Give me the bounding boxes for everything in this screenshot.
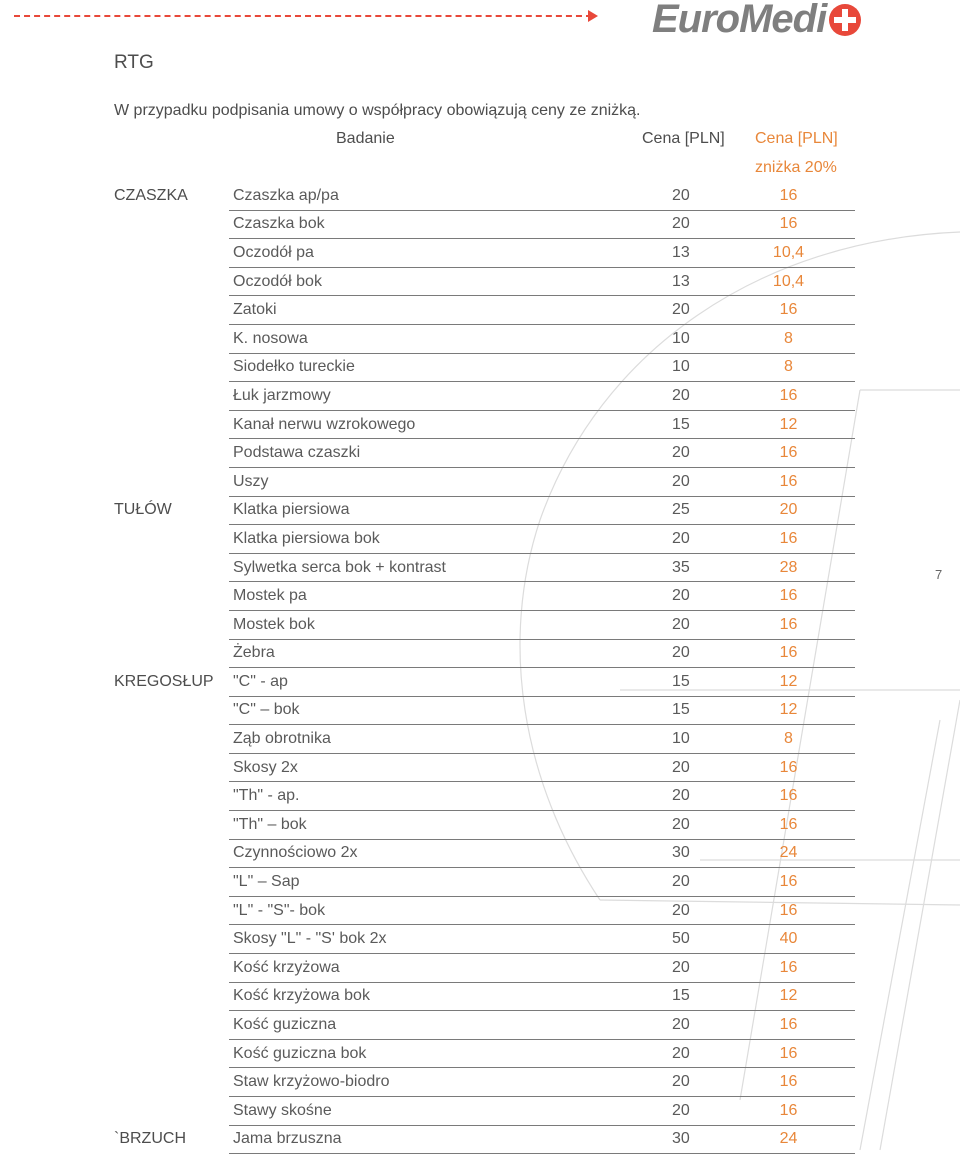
price-value: 15 [633,982,736,1011]
price-value: 13 [633,239,736,268]
row-category [110,296,229,325]
exam-name: Kość guziczna bok [229,1039,633,1068]
discount-price-value: 28 [736,553,855,582]
exam-name: Podstawa czaszki [229,439,633,468]
discount-price-value: 16 [736,382,855,411]
discount-price-value: 20 [736,496,855,525]
discount-price-value: 16 [736,1068,855,1097]
table-row [110,1097,855,1126]
column-header-exam: Badanie [336,130,395,147]
price-value: 10 [633,324,736,353]
row-category [110,610,229,639]
table-row [110,811,855,840]
discount-price-value: 10,4 [736,239,855,268]
price-value: 15 [633,410,736,439]
exam-name: "C" - ap [229,668,633,697]
price-value: 30 [633,1125,736,1154]
exam-name: Kanał nerwu wzrokowego [229,410,633,439]
price-value: 20 [633,782,736,811]
exam-name: Sylwetka serca bok + kontrast [229,553,633,582]
exam-name: "Th" – bok [229,811,633,840]
row-category [110,839,229,868]
row-category: CZASZKA [114,187,188,205]
exam-name: Łuk jarzmowy [229,382,633,411]
price-value: 20 [633,753,736,782]
price-value: 20 [633,210,736,239]
discount-price-value: 16 [736,610,855,639]
table-row [110,954,855,983]
price-value: 20 [633,382,736,411]
discount-price-value: 16 [736,182,855,210]
discount-price-value: 8 [736,324,855,353]
price-table-body [110,182,855,1154]
price-value: 20 [633,439,736,468]
discount-price-value: 16 [736,782,855,811]
row-category: `BRZUCH [114,1130,186,1148]
table-row [110,639,855,668]
price-value: 20 [633,525,736,554]
row-category [110,639,229,668]
price-value: 20 [633,582,736,611]
section-title: RTG [114,52,154,73]
row-category [110,553,229,582]
exam-name: Skosy "L" - "S' bok 2x [229,925,633,954]
exam-name: Mostek bok [229,610,633,639]
exam-name: Jama brzuszna [229,1125,633,1154]
row-category [110,925,229,954]
table-row [110,982,855,1011]
discount-price-value: 16 [736,1097,855,1126]
exam-name: Zatoki [229,296,633,325]
row-category [110,982,229,1011]
row-category [110,1068,229,1097]
price-value: 15 [633,668,736,697]
table-row [110,182,855,210]
price-value: 20 [633,954,736,983]
discount-price-value: 12 [736,982,855,1011]
exam-name: Staw krzyżowo-biodro [229,1068,633,1097]
table-row [110,839,855,868]
column-header-discount-note: zniżka 20% [755,159,837,176]
exam-name: K. nosowa [229,324,633,353]
exam-name: Klatka piersiowa [229,496,633,525]
row-category [110,1011,229,1040]
row-category [110,439,229,468]
row-category [110,753,229,782]
table-row [110,782,855,811]
discount-price-value: 12 [736,410,855,439]
exam-name: Czynnościowo 2x [229,839,633,868]
table-row [110,296,855,325]
discount-price-value: 16 [736,467,855,496]
price-value: 13 [633,267,736,296]
row-category [110,954,229,983]
table-row [110,696,855,725]
table-row [110,896,855,925]
table-row [110,239,855,268]
table-row [110,496,855,525]
exam-name: "L" - "S"- bok [229,896,633,925]
row-category [110,782,229,811]
price-value: 25 [633,496,736,525]
exam-name: Kość krzyżowa bok [229,982,633,1011]
price-value: 20 [633,868,736,897]
table-row [110,668,855,697]
table-row [110,1011,855,1040]
row-category [110,353,229,382]
discount-note: W przypadku podpisania umowy o współpracy obowiązują ceny ze zniżką. [114,102,641,119]
discount-price-value: 16 [736,296,855,325]
table-row [110,925,855,954]
discount-price-value: 8 [736,725,855,754]
row-category [110,239,229,268]
row-category [110,382,229,411]
exam-name: Klatka piersiowa bok [229,525,633,554]
table-row [110,582,855,611]
row-category [110,696,229,725]
row-category [110,210,229,239]
exam-name: "Th" - ap. [229,782,633,811]
row-category [110,896,229,925]
price-value: 20 [633,1068,736,1097]
exam-name: Kość krzyżowa [229,954,633,983]
row-category [110,467,229,496]
price-value: 10 [633,353,736,382]
row-category: TUŁÓW [114,501,172,519]
row-category [110,1097,229,1126]
logo-text: EuroMedi [652,0,827,41]
exam-name: Ząb obrotnika [229,725,633,754]
row-category [110,811,229,840]
discount-price-value: 10,4 [736,267,855,296]
row-category [110,582,229,611]
discount-price-value: 16 [736,439,855,468]
price-value: 20 [633,811,736,840]
price-table [110,182,855,1154]
page-number: 7 [935,567,943,582]
price-value: 20 [633,639,736,668]
row-category [110,525,229,554]
exam-name: Oczodół bok [229,267,633,296]
exam-name: Siodełko tureckie [229,353,633,382]
column-header-discount-price: Cena [PLN] [755,130,838,147]
table-row [110,725,855,754]
table-row [110,353,855,382]
exam-name: "L" – Sap [229,868,633,897]
table-row [110,868,855,897]
table-row [110,610,855,639]
row-category [110,410,229,439]
exam-name: Czaszka bok [229,210,633,239]
table-row [110,210,855,239]
exam-name: Mostek pa [229,582,633,611]
row-category [110,267,229,296]
price-value: 20 [633,1097,736,1126]
discount-price-value: 8 [736,353,855,382]
medical-cross-icon [828,3,862,37]
table-row [110,267,855,296]
discount-price-value: 16 [736,525,855,554]
exam-name: Czaszka ap/pa [229,182,633,210]
discount-price-value: 16 [736,753,855,782]
discount-price-value: 16 [736,210,855,239]
discount-price-value: 16 [736,954,855,983]
euromedic-logo [652,0,862,42]
column-header-price: Cena [PLN] [642,130,725,147]
discount-price-value: 24 [736,1125,855,1154]
table-row [110,1039,855,1068]
row-category [110,1039,229,1068]
price-value: 10 [633,725,736,754]
price-value: 50 [633,925,736,954]
discount-price-value: 16 [736,868,855,897]
discount-price-value: 16 [736,811,855,840]
table-row [110,525,855,554]
row-category [110,725,229,754]
price-value: 20 [633,610,736,639]
discount-price-value: 12 [736,668,855,697]
price-value: 15 [633,696,736,725]
row-category [110,868,229,897]
header-dashed-line [14,15,592,17]
price-value: 20 [633,1039,736,1068]
price-value: 20 [633,467,736,496]
table-row [110,382,855,411]
price-value: 20 [633,1011,736,1040]
price-value: 20 [633,296,736,325]
discount-price-value: 16 [736,639,855,668]
discount-price-value: 24 [736,839,855,868]
table-row [110,324,855,353]
price-value: 20 [633,182,736,210]
price-value: 30 [633,839,736,868]
table-row [110,439,855,468]
exam-name: Oczodół pa [229,239,633,268]
row-category: KREGOSŁUP [114,672,214,690]
table-row [110,410,855,439]
discount-price-value: 16 [736,1011,855,1040]
table-row [110,1068,855,1097]
discount-price-value: 16 [736,582,855,611]
exam-name: Skosy 2x [229,753,633,782]
discount-price-value: 16 [736,1039,855,1068]
exam-name: "C" – bok [229,696,633,725]
price-value: 35 [633,553,736,582]
exam-name: Kość guziczna [229,1011,633,1040]
discount-price-value: 12 [736,696,855,725]
exam-name: Żebra [229,639,633,668]
discount-price-value: 40 [736,925,855,954]
exam-name: Stawy skośne [229,1097,633,1126]
price-value: 20 [633,896,736,925]
discount-price-value: 16 [736,896,855,925]
table-row [110,753,855,782]
exam-name: Uszy [229,467,633,496]
table-row [110,553,855,582]
table-row [110,1125,855,1154]
row-category [110,324,229,353]
header-arrow-icon [588,10,598,22]
table-row [110,467,855,496]
